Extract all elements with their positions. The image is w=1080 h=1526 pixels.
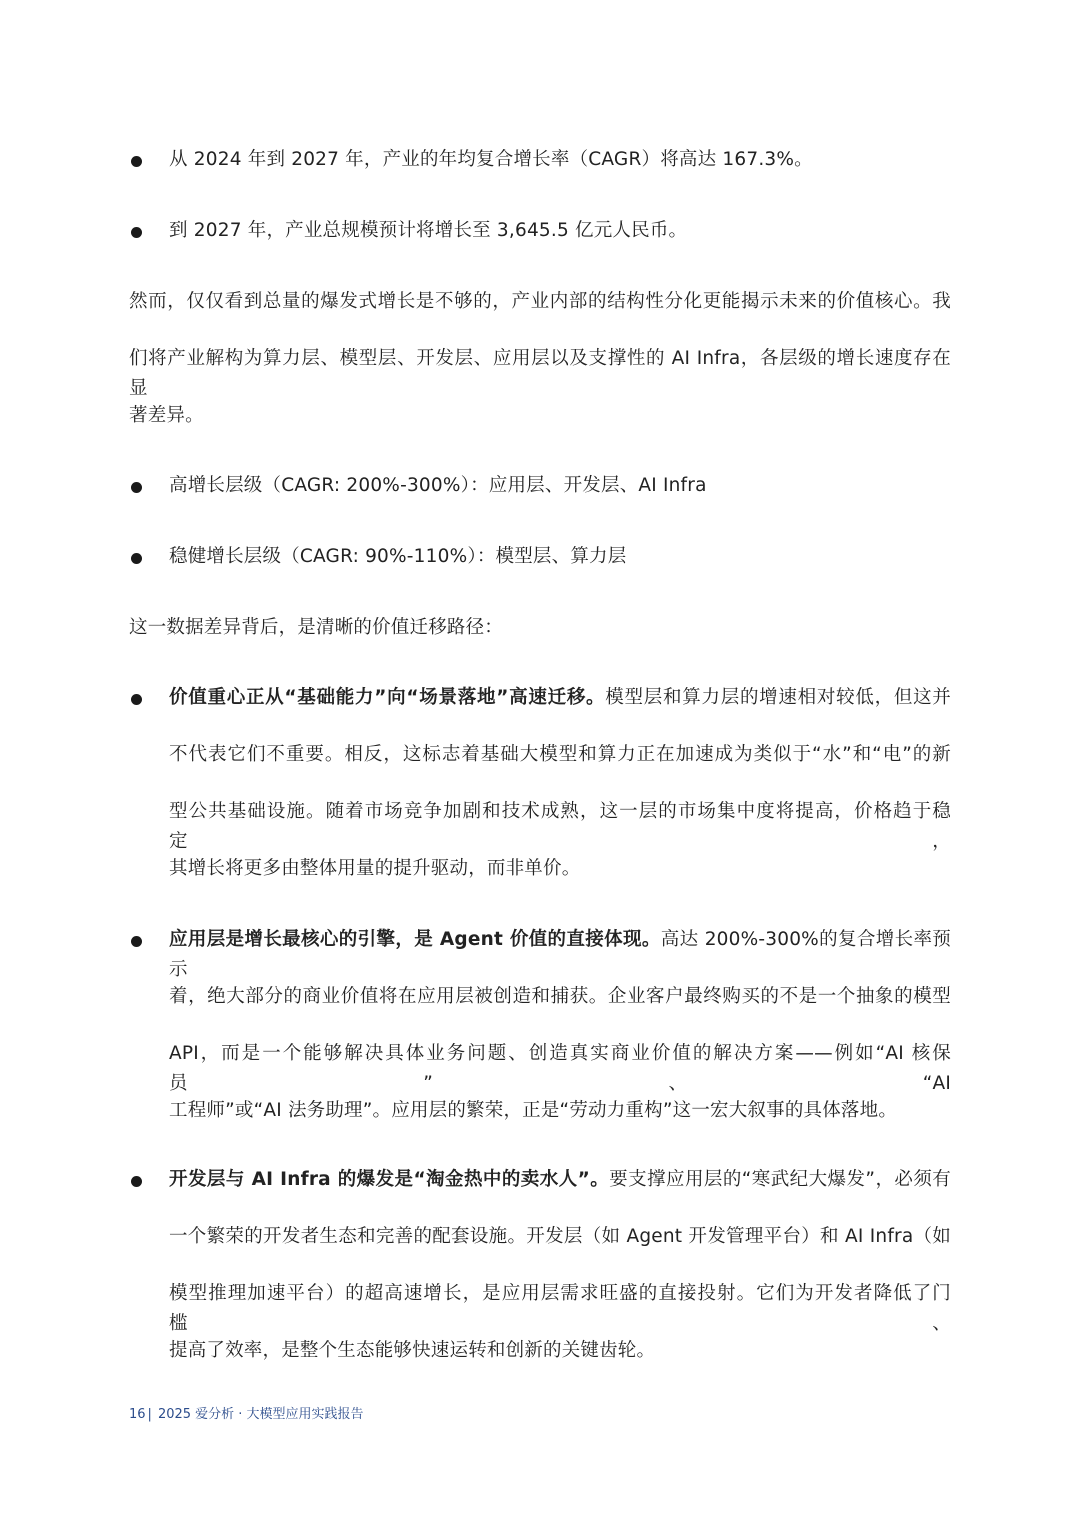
paragraph-line: 们将产业解构为算力层、模型层、开发层、应用层以及支撑性的 AI Infra，各层级的增长速度存在显 — [129, 348, 951, 399]
bullet-a-rest: 模型层和算力层的增速相对较低，但这并 — [605, 687, 952, 708]
bullet-dot — [131, 694, 142, 705]
bullet-b-line3: API，而是一个能够解决具体业务问题、创造真实商业价值的解决方案——例如“AI 核保员”、“AI — [169, 1043, 951, 1094]
bullet-b-line4: 工程师”或“AI 法务助理”。应用层的繁荣，正是“劳动力重构”这一宏大叙事的具体落地。 — [169, 1100, 898, 1121]
bullet-dot — [131, 1176, 142, 1187]
bullet-text-high-growth: 高增长层级（CAGR: 200%-300%）：应用层、开发层、AI Infra — [169, 475, 707, 496]
bullet-c-line2: 一个繁荣的开发者生态和完善的配套设施。开发层（如 Agent 开发管理平台）和 AI Infra（如 — [169, 1226, 951, 1247]
bullet-c-line3: 模型推理加速平台）的超高速增长，是应用层需求旺盛的直接投射。它们为开发者降低了门槛、 — [169, 1283, 951, 1334]
footer-separator: | — [147, 1407, 152, 1422]
bullet-c-line4: 提高了效率，是整个生态能够快速运转和创新的关键齿轮。 — [169, 1340, 656, 1361]
report-title: 2025 爱分析 · 大模型应用实践报告 — [157, 1407, 364, 1422]
bullet-dot — [131, 482, 142, 493]
paragraph-line: 然而，仅仅看到总量的爆发式增长是不够的，产业内部的结构性分化更能揭示未来的价值核心。我 — [129, 291, 951, 312]
page-footer — [129, 1405, 364, 1425]
bullet-c-line1 — [169, 1165, 951, 1195]
bullet-text-scale: 到 2027 年，产业总规模预计将增长至 3,645.5 亿元人民币。 — [169, 220, 688, 241]
bullet-dot — [131, 227, 142, 238]
paragraph-line: 这一数据差异背后，是清晰的价值迁移路径： — [129, 617, 504, 638]
bullet-b-line1 — [169, 925, 952, 980]
bullet-dot — [131, 553, 142, 564]
bullet-c-bold: 开发层与 AI Infra 的爆发是“淘金热中的卖水人”。 — [169, 1169, 610, 1190]
bullet-dot — [131, 156, 142, 167]
bullet-a-line4: 其增长将更多由整体用量的提升驱动，而非单价。 — [169, 858, 581, 879]
bullet-dot — [131, 936, 142, 947]
bullet-a-bold: 价值重心正从“基础能力”向“场景落地”高速迁移。 — [169, 687, 606, 708]
paragraph-line: 著差异。 — [129, 405, 204, 426]
bullet-text-steady-growth: 稳健增长层级（CAGR: 90%-110%）：模型层、算力层 — [169, 546, 627, 567]
bullet-a-line2: 不代表它们不重要。相反，这标志着基础大模型和算力正在加速成为类似于“水”和“电”的新 — [169, 744, 951, 765]
bullet-a-line3: 型公共基础设施。随着市场竞争加剧和技术成熟，这一层的市场集中度将提高，价格趋于稳定， — [169, 801, 951, 852]
bullet-c-rest: 要支撑应用层的“寒武纪大爆发”，必须有 — [609, 1169, 951, 1190]
bullet-b-bold: 应用层是增长最核心的引擎，是 Agent 价值的直接体现。 — [169, 929, 661, 950]
bullet-a-line1 — [169, 683, 951, 713]
bullet-b-rest: 高达 200%-300%的复合增长率预示 — [169, 929, 952, 980]
bullet-b-line2: 着，绝大部分的商业价值将在应用层被创造和捕获。企业客户最终购买的不是一个抽象的模型 — [169, 986, 951, 1007]
bullet-text-cagr: 从 2024 年到 2027 年，产业的年均复合增长率（CAGR）将高达 167.3%。 — [169, 149, 813, 170]
page-number: 16 — [129, 1407, 146, 1422]
